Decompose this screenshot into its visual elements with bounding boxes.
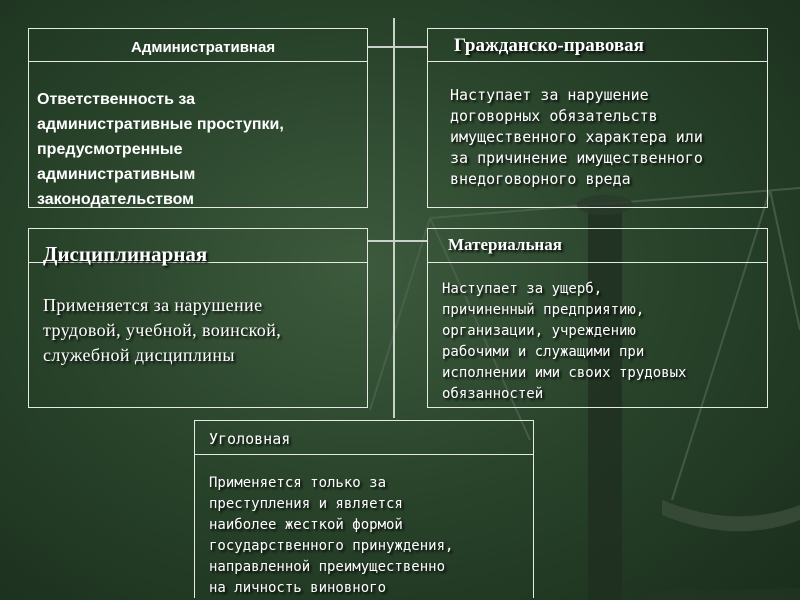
criminal-body: Применяется только за преступления и является наиболее жесткой формой государственного принуждения, направленной преимущественно на личность виновного [209, 475, 454, 596]
material-body: Наступает за ущерб, причиненный предприятию, организации, учреждению рабочими и служащими при исполнении ими своих трудовых обязанностей [442, 281, 687, 402]
civil-header [428, 29, 767, 62]
criminal-title: Уголовная [209, 430, 291, 448]
administrative-title: Административная [131, 39, 276, 56]
administrative-body: Ответственность за административные проступки, предусмотренные административным законодательством [37, 91, 284, 208]
center-vertical-line [393, 18, 395, 418]
civil-box [427, 28, 768, 208]
disciplinary-header [29, 229, 367, 266]
administrative-header [29, 29, 367, 62]
disciplinary-title: Дисциплинарная [43, 242, 208, 266]
disciplinary-body: Применяется за нарушение трудовой, учебной, воинской, служебной дисциплины [43, 295, 282, 365]
material-title: Материальная [448, 235, 562, 254]
material-box [427, 228, 768, 408]
civil-title: Гражданско-правовая [454, 35, 644, 56]
administrative-box [28, 28, 368, 208]
connector-middle [367, 240, 427, 242]
criminal-box [194, 420, 534, 598]
connector-top [367, 46, 427, 48]
disciplinary-box [28, 228, 368, 408]
civil-body: Наступает за нарушение договорных обязательств имущественного характера или за причинение имущественного внедоговорного вреда [450, 86, 703, 188]
material-header [428, 229, 767, 263]
criminal-header [195, 421, 533, 455]
